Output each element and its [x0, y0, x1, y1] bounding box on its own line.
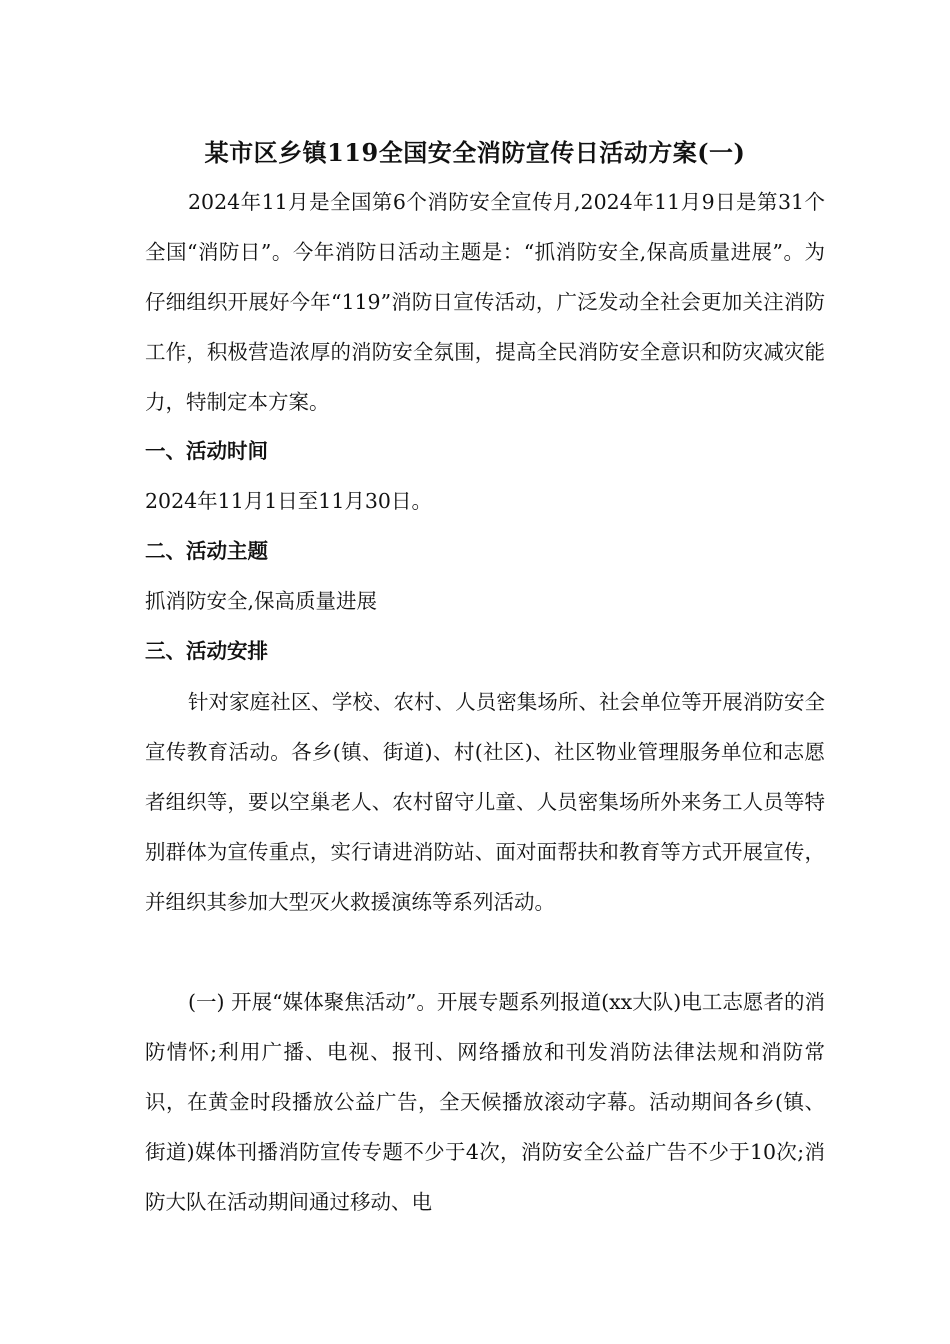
document-title: 某市区乡镇119全国安全消防宣传日活动方案(一) [204, 138, 746, 167]
section-body-time: 2024年11月1日至11月30日。 [145, 489, 432, 513]
media-focus-paragraph: (一) 开展“媒体聚焦活动”。开展专题系列报道(xx大队)电工志愿者的消防情怀;利用广播、电视、报刊、网络播放和刊发消防法律法规和消防常识，在黄金时段播放公益广告，全天候播放滚动字幕。活动期间各乡(镇、街道)媒体刊播消防宣传专题不少于4次，消防安全公益广告不少于10次;消防大队在活动期间通过移动、电 [145, 990, 825, 1214]
section-heading-time: 一、活动时间 [145, 439, 268, 463]
arrangement-paragraph: 针对家庭社区、学校、农村、人员密集场所、社会单位等开展消防安全宣传教育活动。各乡(镇、街道)、村(社区)、社区物业管理服务单位和志愿者组织等，要以空巢老人、农村留守儿童、人员密集场所外来务工人员等特别群体为宣传重点，实行请进消防站、面对面帮扶和教育等方式开展宣传，并组织其参加大型灭火救援演练等系列活动。 [145, 690, 825, 914]
section-heading-arrangement: 三、活动安排 [145, 639, 268, 663]
intro-paragraph: 2024年11月是全国第6个消防安全宣传月,2024年11月9日是第31个全国“消防日”。今年消防日活动主题是：“抓消防安全,保高质量进展”。为仔细组织开展好今年“119”消防日宣传活动，广泛发动全社会更加关注消防工作，积极营造浓厚的消防安全氛围，提高全民消防安全意识和防灾减灾能力，特制定本方案。 [145, 190, 825, 414]
section-body-theme: 抓消防安全,保高质量进展 [145, 589, 378, 613]
section-heading-theme: 二、活动主题 [145, 539, 268, 563]
